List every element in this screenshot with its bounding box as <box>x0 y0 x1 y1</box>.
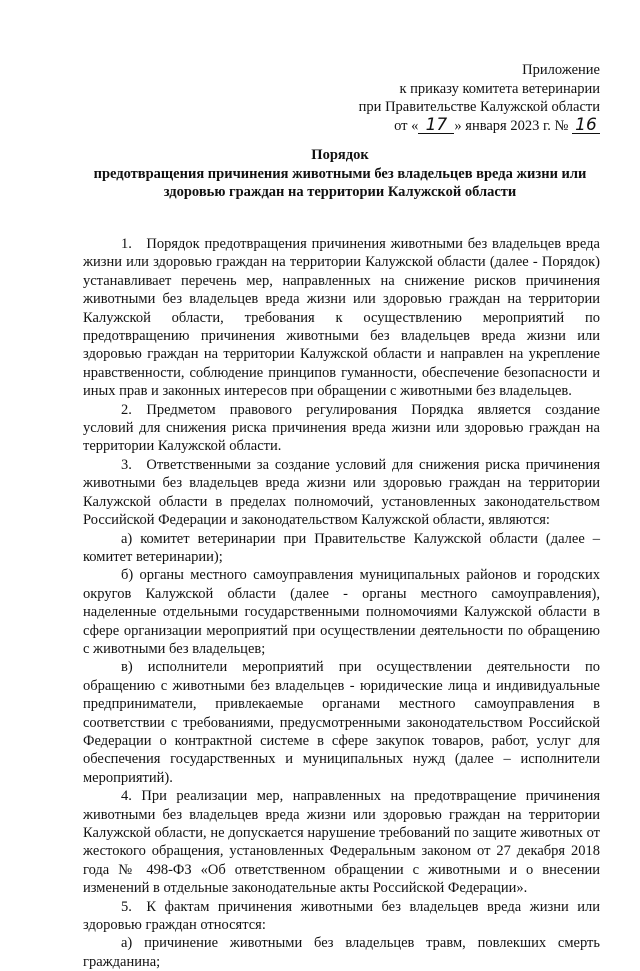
paragraph-3c: в) исполнители мероприятий при осуществлении деятельности по обращению с животными без владельцев - юридические лица и индивидуальные предприниматели, привлекаемые органами местного самоуправления в соответствии с требованиями, предусмотренными законодательством Российской Федерации о контрактной системе в сфере закупок товаров, работ, услуг для обеспечения государственных и муниципальных нужд (далее – исполнители мероприятий). <box>83 659 600 786</box>
paragraph-2: 2. Предметом правового регулирования Порядка является создание условий для снижения риска причинения вреда жизни или здоровью граждан на территории Калужской области. <box>83 401 600 455</box>
paragraph-3a: а) комитет ветеринарии при Правительстве Калужской области (далее – комитет ветеринарии); <box>83 530 600 565</box>
appendix-label: Приложение <box>522 62 600 78</box>
appendix-authority: при Правительстве Калужской области <box>358 99 600 115</box>
paragraph-3: 3. Ответственными за создание условий для снижения риска причинения животными без владельцев вреда жизни или здоровью граждан на территории Калужской области в пределах полномочий, установленных законодательством Российской Федерации и законодательством Калужской области, являются: <box>83 456 600 529</box>
handwritten-order-number: 16 <box>572 117 600 134</box>
paragraph-5a: а) причинение животными без владельцев травм, повлекших смерть гражданина; <box>83 935 600 970</box>
paragraph-4: 4. При реализации мер, направленных на предотвращение причинения животными без владельцев вреда жизни или здоровью граждан на территории Калужской области, не допускается нарушение требований по защите животных от жестокого обращения, установленных Федеральным законом от 27 декабря 2018 года № 498-ФЗ «Об ответственном обращении с животными и о внесении изменений в отдельные законодательные акты Российской Федерации». <box>83 788 600 897</box>
appendix-order-ref: к приказу комитета ветеринарии <box>399 80 600 97</box>
handwritten-day: 17 <box>418 117 454 134</box>
title-line-3: здоровью граждан на территории Калужской области <box>163 184 517 200</box>
paragraph-1: 1. Порядок предотвращения причинения животными без владельцев вреда жизни или здоровью граждан на территории Калужской области (далее - Порядок) устанавливает перечень мер, направленных на снижение рисков причинения животными без владельцев вреда жизни или здоровью граждан на территории Калужской области, требования к осуществлению мероприятий по предотвращению причинения животными без владельцев вреда жизни или здоровью граждан на территории Калужской области и направлен на укрепление нравственности, соблюдение принципов гуманности, обеспечение безопасности и иных прав и законных интересов при обращении с животными без владельцев. <box>83 236 600 400</box>
title-line-2: предотвращения причинения животными без владельцев вреда жизни или <box>93 165 587 182</box>
appendix-date-line <box>359 114 600 136</box>
document-title <box>60 146 620 202</box>
paragraph-3b: б) органы местного самоуправления муниципальных районов и городских округов Калужской области (далее - органы местного самоуправления), наделенные отдельными государственными полномочиями Калужской области в сфере организации мероприятий при осуществлении деятельности по обращению с животными без владельцев; <box>83 567 600 657</box>
title-line-1: Порядок <box>311 147 369 163</box>
document-body <box>83 235 600 971</box>
date-middle: » января 2023 г. № <box>454 117 569 134</box>
date-prefix: от « <box>394 117 419 134</box>
paragraph-5: 5. К фактам причинения животными без владельцев вреда жизни или здоровью граждан относятся: <box>83 898 600 934</box>
appendix-header <box>359 61 600 135</box>
